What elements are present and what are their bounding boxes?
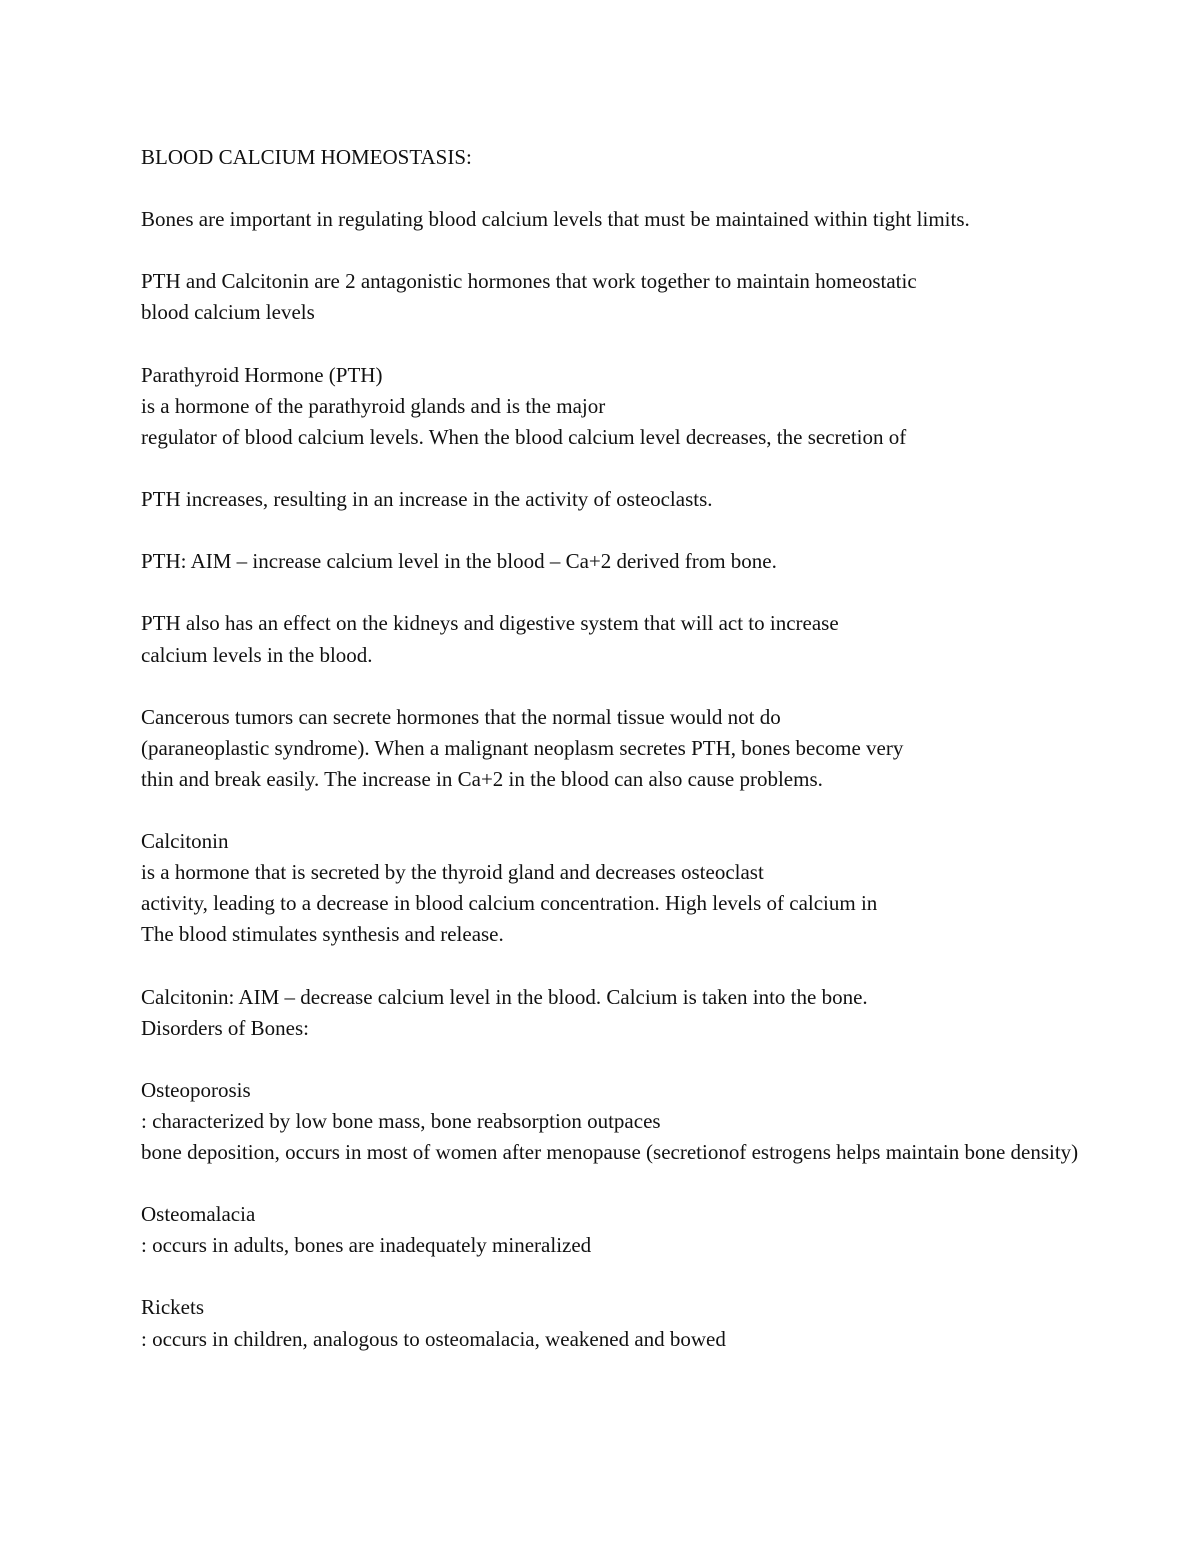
- document-body: [141, 142, 1196, 1355]
- blank-line: [141, 671, 1196, 702]
- pth-effects-line: PTH also has an effect on the kidneys and digestive system that will act to increase: [141, 611, 839, 636]
- blank-line: [141, 173, 1196, 204]
- blank-line: [141, 1261, 1196, 1292]
- pth-paragraph-line: PTH increases, resulting in an increase in the activity of osteoclasts.: [141, 487, 713, 512]
- tumor-paragraph-line: Cancerous tumors can secrete hormones that the normal tissue would not do: [141, 704, 781, 729]
- blank-line: [141, 950, 1196, 981]
- blank-line: [141, 515, 1196, 546]
- pth-paragraph-line: regulator of blood calcium levels. When the blood calcium level decreases, the secretion of: [141, 424, 907, 449]
- tumor-paragraph-line: thin and break easily. The increase in Ca+2 in the blood can also cause problems.: [141, 766, 823, 791]
- hormones-paragraph-line: PTH and Calcitonin are 2 antagonistic hormones that work together to maintain homeostatic: [141, 269, 917, 294]
- blank-line: [141, 1044, 1196, 1075]
- pth-aim-line: PTH: AIM – increase calcium level in the blood – Ca+2 derived from bone.: [141, 549, 777, 574]
- osteomalacia-heading: Osteomalacia: [141, 1202, 256, 1227]
- blank-line: [141, 329, 1196, 360]
- osteoporosis-description-line: bone deposition, occurs in most of women after menopause (secretionof estrogens helps maintain bone density): [141, 1140, 1079, 1164]
- pth-effects-line: calcium levels in the blood.: [141, 642, 373, 667]
- rickets-heading: Rickets: [141, 1295, 204, 1320]
- tumor-paragraph-line: (paraneoplastic syndrome). When a malignant neoplasm secretes PTH, bones become very: [141, 735, 904, 760]
- blank-line: [141, 1168, 1196, 1199]
- calcitonin-paragraph-line: activity, leading to a decrease in blood calcium concentration. High levels of calcium in: [141, 891, 878, 916]
- calcitonin-paragraph-line: is a hormone that is secreted by the thyroid gland and decreases osteoclast: [141, 860, 764, 885]
- pth-heading: Parathyroid Hormone (PTH): [141, 362, 383, 387]
- rickets-description-line: : occurs in children, analogous to osteomalacia, weakened and bowed: [141, 1326, 726, 1351]
- calcitonin-paragraph-line: The blood stimulates synthesis and release.: [141, 922, 504, 947]
- disorders-heading: Disorders of Bones:: [141, 1015, 309, 1040]
- osteoporosis-heading: Osteoporosis: [141, 1077, 251, 1102]
- blank-line: [141, 577, 1196, 608]
- calcitonin-aim-line: Calcitonin: AIM – decrease calcium level in the blood. Calcium is taken into the bone.: [141, 984, 868, 1009]
- hormones-paragraph-line: blood calcium levels: [141, 300, 315, 325]
- intro-paragraph-line: Bones are important in regulating blood calcium levels that must be maintained within tight limits.: [141, 207, 970, 232]
- document-title: BLOOD CALCIUM HOMEOSTASIS:: [141, 145, 472, 169]
- pth-paragraph-line: is a hormone of the parathyroid glands and is the major: [141, 393, 606, 418]
- osteomalacia-description-line: : occurs in adults, bones are inadequately mineralized: [141, 1233, 592, 1258]
- calcitonin-heading: Calcitonin: [141, 829, 229, 854]
- blank-line: [141, 795, 1196, 826]
- osteoporosis-description-line: : characterized by low bone mass, bone reabsorption outpaces: [141, 1108, 661, 1133]
- blank-line: [141, 235, 1196, 266]
- blank-line: [141, 453, 1196, 484]
